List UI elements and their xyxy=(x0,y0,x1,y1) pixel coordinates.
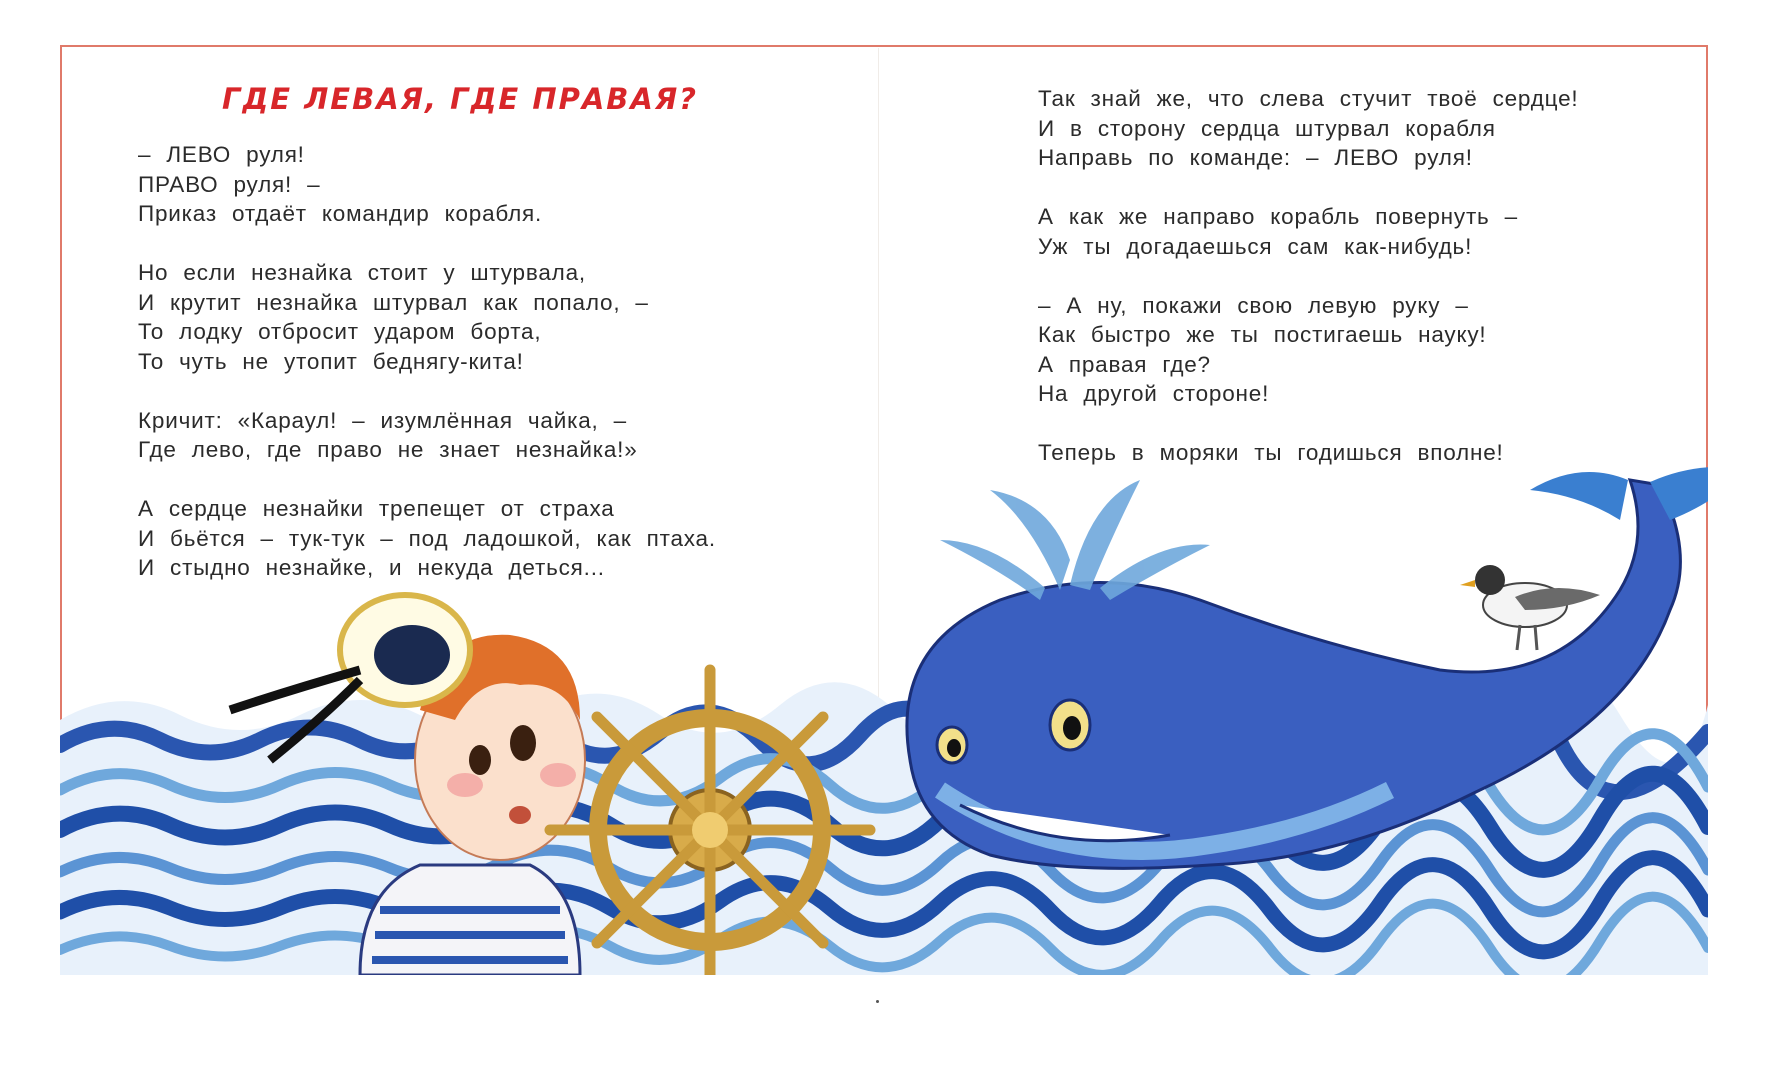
sea-illustration xyxy=(60,460,1708,975)
poem-line: Но если незнайка стоит у штурвала, xyxy=(138,260,586,285)
stanza-gap xyxy=(1038,173,1578,203)
poem-line: ПРАВО руля! – xyxy=(138,171,321,197)
poem-line: Уж ты догадаешься сам как-нибудь! xyxy=(1038,233,1473,259)
page-dot xyxy=(876,1000,879,1003)
poem-line: Где лево, где право не знает незнайка!» xyxy=(138,437,638,462)
stanza-gap xyxy=(138,229,716,259)
poem-line: И в сторону сердца штурвал корабля xyxy=(1038,115,1496,141)
stanza-gap xyxy=(138,376,716,406)
poem-line: А правая где? xyxy=(1038,351,1211,377)
poem-line: И крутит незнайка штурвал как попало, – xyxy=(138,289,649,315)
poem-title: ГДЕ ЛЕВАЯ, ГДЕ ПРАВАЯ? xyxy=(222,82,698,116)
poem-line: То лодку отбросит ударом борта, xyxy=(138,319,542,344)
poem-line: И стыдно незнайке, и некуда деться... xyxy=(138,555,605,580)
poem-line: А как же направо корабль повернуть – xyxy=(1038,204,1518,229)
poem-line: Кричит: «Караул! – изумлённая чайка, – xyxy=(138,407,627,433)
poem-line: То чуть не утопит беднягу-кита! xyxy=(138,348,524,374)
poem-line: Приказ отдаёт командир корабля. xyxy=(138,201,543,226)
poem-line: Теперь в моряки ты годишься вполне! xyxy=(1038,440,1504,465)
stanza-gap xyxy=(1038,409,1578,439)
poem-line: На другой стороне! xyxy=(1038,381,1270,406)
poem-line: – А ну, покажи свою левую руку – xyxy=(1038,292,1469,318)
poem-line: И бьётся – тук-тук – под ладошкой, как птаха. xyxy=(138,525,716,551)
right-poem xyxy=(1038,84,1578,468)
poem-line: Так знай же, что слева стучит твоё сердце! xyxy=(1038,86,1579,111)
poem-line: Как быстро же ты постигаешь науку! xyxy=(1038,322,1487,347)
poem-line: А сердце незнайки трепещет от страха xyxy=(138,496,615,521)
poem-line: – ЛЕВО руля! xyxy=(138,142,305,167)
stanza-gap xyxy=(1038,261,1578,291)
poem-line: Направь по команде: – ЛЕВО руля! xyxy=(1038,145,1473,170)
